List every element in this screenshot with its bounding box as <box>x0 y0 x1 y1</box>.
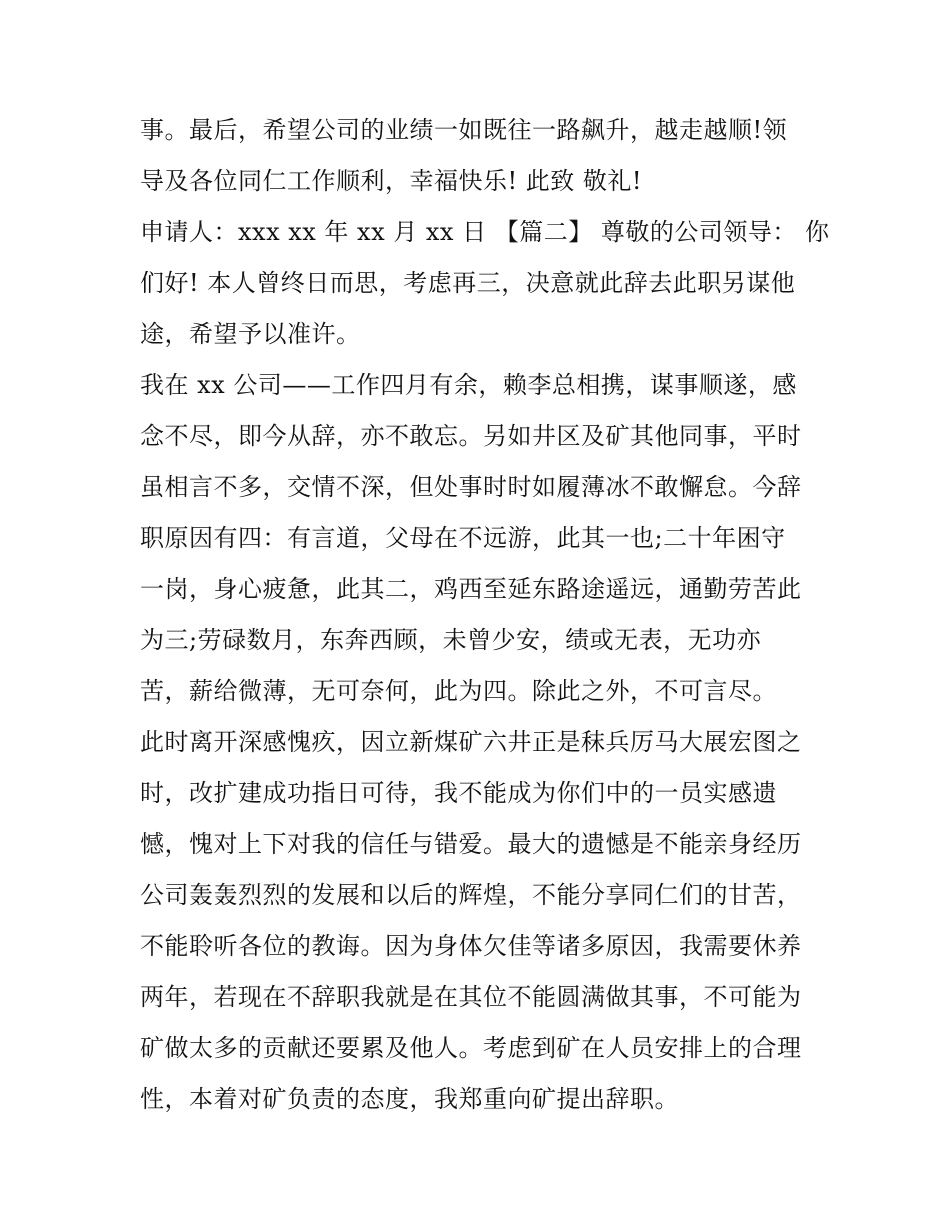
text-line: 矿做太多的贡献还要累及他人。考虑到矿在人员安排上的合理 <box>140 1034 802 1062</box>
text-line: 两年，若现在不辞职我就是在其位不能圆满做其事，不可能为 <box>140 983 802 1011</box>
text-line: 导及各位同仁工作顺利，幸福快乐! 此致 敬礼! <box>140 167 643 195</box>
text-line: 我在 xx 公司——工作四月有余，赖李总相携，谋事顺遂，感 <box>140 371 797 399</box>
text-line: 苦，薪给微薄，无可奈何，此为四。除此之外，不可言尽。 <box>140 677 777 705</box>
text-line: 职原因有四：有言道，父母在不远游，此其一也;二十年困守 <box>140 524 786 552</box>
text-line: 不能聆听各位的教诲。因为身体欠佳等诸多原因，我需要休养 <box>140 932 802 960</box>
text-line: 一岗，身心疲惫，此其二，鸡西至延东路途遥远，通勤劳苦此 <box>140 575 802 603</box>
text-line: 虽相言不多，交情不深，但处事时时如履薄冰不敢懈怠。今辞 <box>140 473 802 501</box>
text-line: 途，希望予以准许。 <box>140 320 361 348</box>
text-line: 事。最后，希望公司的业绩一如既往一路飙升，越走越顺!领 <box>140 116 788 144</box>
text-line: 为三;劳碌数月，东奔西顾，未曾少安，绩或无表，无功亦 <box>140 626 762 654</box>
text-line: 念不尽，即今从辞，亦不敢忘。另如井区及矿其他同事，平时 <box>140 422 802 450</box>
text-line: 们好! 本人曾终日而思，考虑再三，决意就此辞去此职另谋他 <box>140 269 796 297</box>
document-body <box>140 105 830 1125</box>
text-line: 时，改扩建成功指日可待，我不能成为你们中的一员实感遗 <box>140 779 777 807</box>
text-line: 憾，愧对上下对我的信任与错爱。最大的遗憾是不能亲身经历 <box>140 830 802 858</box>
text-line: 性，本着对矿负责的态度，我郑重向矿提出辞职。 <box>140 1085 679 1113</box>
text-line: 申请人：xxx xx 年 xx 月 xx 日 【篇二】 尊敬的公司领导： 你 <box>140 218 830 246</box>
text-line: 此时离开深感愧疚，因立新煤矿六井正是秣兵厉马大展宏图之 <box>140 728 802 756</box>
text-line: 公司轰轰烈烈的发展和以后的辉煌，不能分享同仁们的甘苦， <box>140 881 802 909</box>
